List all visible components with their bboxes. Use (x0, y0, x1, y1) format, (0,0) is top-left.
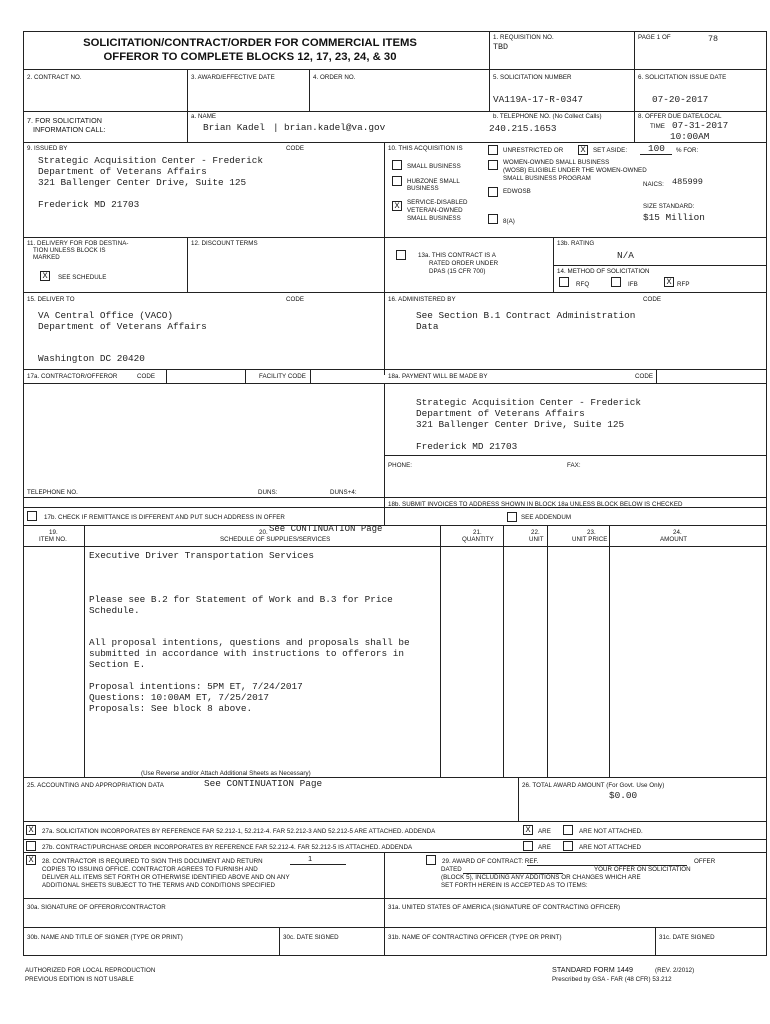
unrestricted-checkbox[interactable] (488, 145, 498, 155)
award-line-4: SET FORTH HEREIN IS ACCEPTED AS TO ITEMS: (441, 882, 588, 889)
see-addendum-label: SEE ADDENDUM (521, 514, 572, 521)
contact-name: Brian Kadel (203, 122, 265, 133)
solicitation-number-label: 5. SOLICITATION NUMBER (493, 74, 572, 81)
award-your-offer: YOUR OFFER ON SOLICITATION (594, 866, 691, 873)
small-business-checkbox[interactable] (392, 160, 402, 170)
telephone-value: 240.215.1653 (489, 123, 557, 134)
addenda-are-27a-checkbox[interactable]: X (523, 825, 533, 835)
set-aside-percent: 100 (648, 143, 665, 154)
schedule-line-12: Proposal intentions: 5PM ET, 7/24/2017 (89, 681, 303, 692)
delivery-label-2: TION UNLESS BLOCK IS (33, 247, 106, 254)
requisition-value: TBD (493, 42, 509, 52)
offer-due-date: 07-31-2017 (672, 120, 729, 131)
facility-code-field[interactable] (310, 369, 384, 383)
eight-a-label: 8(A) (503, 218, 515, 225)
schedule-line-6: Schedule. (89, 605, 140, 616)
deliver-to-line-5: Washington DC 20420 (38, 353, 145, 364)
rfp-checkbox[interactable]: X (664, 277, 674, 287)
item-no-label: ITEM NO. (39, 536, 67, 543)
accounting-label: 25. ACCOUNTING AND APPROPRIATION DATA (27, 782, 164, 789)
fax-label: FAX: (567, 462, 581, 469)
offer-due-time: 10:00AM (670, 131, 710, 142)
wosb-label-1: WOMEN-OWNED SMALL BUSINESS (503, 159, 610, 166)
addenda-are-27b-checkbox[interactable] (523, 841, 533, 851)
ifb-checkbox[interactable] (611, 277, 621, 287)
contractor-sign-checkbox[interactable]: X (26, 855, 36, 865)
schedule-number: 20. (259, 529, 268, 536)
schedule-line-1: Executive Driver Transportation Services (89, 550, 315, 561)
administered-line-2: Data (416, 321, 439, 332)
payment-line-2: Department of Veterans Affairs (416, 408, 585, 419)
schedule-line-8: All proposal intentions, questions and proposals shall be (89, 637, 410, 648)
sdvosb-checkbox[interactable]: X (392, 201, 402, 211)
rated-order-checkbox[interactable] (396, 250, 406, 260)
delivery-label-3: MARKED (33, 254, 60, 261)
schedule-label: SCHEDULE OF SUPPLIES/SERVICES (220, 536, 331, 543)
set-aside-checkbox[interactable]: X (578, 145, 588, 155)
contractor-sign-line-1: 28. CONTRACTOR IS REQUIRED TO SIGN THIS DOCUMENT AND RETURN (42, 858, 263, 865)
solicitation-date-value: 07-20-2017 (652, 94, 709, 105)
addenda-not-27a-checkbox[interactable] (563, 825, 573, 835)
name-separator: | (273, 122, 279, 133)
solicitation-number-value: VA119A-17-R-0347 (493, 94, 584, 105)
award-offer-label: OFFER (694, 858, 716, 865)
wosb-label-3: SMALL BUSINESS PROGRAM (503, 175, 591, 182)
rfq-checkbox[interactable] (559, 277, 569, 287)
info-call-label-2: INFORMATION CALL: (33, 125, 106, 134)
accounting-value: See CONTINUATION Page (204, 778, 323, 789)
see-addendum-checkbox[interactable] (507, 512, 517, 522)
remittance-label: 17b. CHECK IF REMITTANCE IS DIFFERENT AND PUT SUCH ADDRESS IN OFFER (44, 514, 285, 521)
schedule-line-10: Section E. (89, 659, 146, 670)
administered-by-label: 16. ADMINISTERED BY (388, 296, 456, 303)
schedule-line-14: Proposals: See block 8 above. (89, 703, 253, 714)
rated-order-label-1: 13a. THIS CONTRACT IS A (418, 252, 496, 259)
telephone-label: b. TELEPHONE NO. (No Collect Calls) (493, 113, 602, 120)
sdvosb-label-2: VETERAN-OWNED (407, 207, 463, 214)
discount-terms-label: 12. DISCOUNT TERMS (191, 240, 258, 247)
unit-price-number: 23. (587, 529, 596, 536)
offer-time-label: TIME (650, 123, 665, 130)
percent-for-label: % FOR: (676, 147, 699, 154)
name-label: a. NAME (191, 113, 217, 120)
remittance-checkbox[interactable] (27, 511, 37, 521)
offer-due-label: 8. OFFER DUE DATE/LOCAL (638, 113, 722, 120)
unit-label: UNIT (529, 536, 544, 543)
order-no-label: 4. ORDER NO. (313, 74, 356, 81)
footer-revision: (REV. 2/2012) (655, 967, 695, 974)
copies-underline (290, 864, 346, 865)
duns4-label: DUNS+4: (330, 489, 357, 496)
solicitation-date-label: 6. SOLICITATION ISSUE DATE (638, 74, 727, 81)
see-schedule-checkbox[interactable]: X (40, 271, 50, 281)
issued-by-line-1: Strategic Acquisition Center - Frederick (38, 155, 264, 166)
footer-authorized: AUTHORIZED FOR LOCAL REPRODUCTION (25, 967, 156, 974)
signature-offeror-label: 30a. SIGNATURE OF OFFEROR/CONTRACTOR (27, 904, 166, 911)
date-signed-30c-label: 30c. DATE SIGNED (283, 934, 339, 941)
addenda-are-27a-label: ARE (538, 828, 551, 835)
contractor-sign-line-3: DELIVER ALL ITEMS SET FORTH OR OTHERWISE IDENTIFIED ABOVE AND ON ANY (42, 874, 290, 881)
ifb-label: IFB (628, 281, 638, 288)
quantity-label: QUANTITY (462, 536, 494, 543)
award-line-1: 29. AWARD OF CONTRACT: REF. (442, 858, 539, 865)
rated-order-label-3: DPAS (15 CFR 700) (429, 268, 486, 275)
naics-value: 485999 (672, 177, 703, 187)
contact-email: brian.kadel@va.gov (284, 122, 386, 133)
see-schedule-label: SEE SCHEDULE (58, 274, 107, 281)
rated-order-label-2: RATED ORDER UNDER (429, 260, 499, 267)
addenda-not-27a-label: ARE NOT ATTACHED. (579, 828, 643, 835)
schedule-line-9: submitted in accordance with instructions to offerors in (89, 648, 405, 659)
addenda-not-27b-checkbox[interactable] (563, 841, 573, 851)
contractor-code-label: CODE (137, 373, 156, 380)
issued-by-line-5: Frederick MD 21703 (38, 199, 140, 210)
deliver-to-line-2: Department of Veterans Affairs (38, 321, 207, 332)
schedule-continuation: See CONTINUATION Page (269, 524, 383, 534)
payment-line-5: Frederick MD 21703 (416, 441, 518, 452)
payment-line-1: Strategic Acquisition Center - Frederick (416, 397, 642, 408)
facility-code-label: FACILITY CODE (259, 373, 306, 380)
wosb-checkbox[interactable] (488, 160, 498, 170)
item-no-number: 19. (49, 529, 58, 536)
contractor-label: 17a. CONTRACTOR/OFFEROR (27, 373, 118, 380)
total-award-value: $0.00 (609, 790, 638, 801)
footer-form-name: STANDARD FORM 1449 (552, 965, 634, 974)
incorporates-27a-checkbox[interactable]: X (26, 825, 36, 835)
deliver-to-label: 15. DELIVER TO (27, 296, 75, 303)
addenda-not-27b-label: ARE NOT ATTACHED (579, 844, 641, 851)
incorporates-27a-label: 27a. SOLICITATION INCORPORATES BY REFERENCE FAR 52.212-1, 52.212-4. FAR 52.212-3 AND 52.212-5 ARE ATTACHED. ADDENDA (42, 828, 436, 835)
issued-code-label: CODE (286, 145, 305, 152)
info-call-label-1: 7. FOR SOLICITATION (27, 116, 102, 125)
requisition-label: 1. REQUISITION NO. (493, 34, 554, 41)
rfp-label: RFP (677, 281, 690, 288)
payment-label: 18a. PAYMENT WILL BE MADE BY (388, 373, 488, 380)
footer-previous: PREVIOUS EDITION IS NOT USABLE (25, 976, 134, 983)
edwosb-label: EDWOSB (503, 188, 531, 195)
rating-value: N/A (617, 250, 634, 261)
amount-label: AMOUNT (660, 536, 688, 543)
deliver-code-label: CODE (286, 296, 305, 303)
schedule-line-5: Please see B.2 for Statement of Work and B.3 for Price (89, 594, 393, 605)
submit-invoices-label: 18b. SUBMIT INVOICES TO ADDRESS SHOWN IN BLOCK 18a UNLESS BLOCK BELOW IS CHECKED (388, 501, 683, 508)
date-signed-31c-label: 31c. DATE SIGNED (659, 934, 715, 941)
unit-number: 22. (531, 529, 540, 536)
wosb-label-2: (WOSB) ELIGIBLE UNDER THE WOMEN-OWNED (503, 167, 647, 174)
sdvosb-label-3: SMALL BUSINESS (407, 215, 461, 222)
total-award-label: 26. TOTAL AWARD AMOUNT (For Govt. Use Only) (522, 782, 665, 789)
sdvosb-label-1: SERVICE-DISABLED (407, 199, 468, 206)
delivery-label-1: 11. DELIVERY FOR FOB DESTINA- (27, 240, 129, 247)
set-aside-label: SET ASIDE: (593, 147, 628, 154)
size-standard-value: $15 Million (643, 212, 705, 223)
signer-name-label: 30b. NAME AND TITLE OF SIGNER (TYPE OR PRINT) (27, 934, 183, 941)
naics-label: NAICS: (643, 181, 664, 188)
eight-a-checkbox[interactable] (488, 214, 498, 224)
telephone-no-label: TELEPHONE NO. (27, 489, 78, 496)
issued-by-line-2: Department of Veterans Affairs (38, 166, 207, 177)
award-checkbox[interactable] (426, 855, 436, 865)
contractor-sign-line-4: ADDITIONAL SHEETS SUBJECT TO THE TERMS AND CONDITIONS SPECIFIED (42, 882, 276, 889)
footer-prescribed: Prescribed by GSA - FAR (48 CFR) 53.212 (552, 976, 672, 983)
form-title-line-2: OFFEROR TO COMPLETE BLOCKS 12, 17, 23, 24, & 30 (103, 51, 397, 63)
rfq-label: RFQ (576, 281, 590, 288)
unit-price-label: UNIT PRICE (572, 536, 608, 543)
incorporates-27b-checkbox[interactable] (26, 841, 36, 851)
hubzone-label-2: BUSINESS (407, 185, 439, 192)
reverse-note: (Use Reverse and/or Attach Additional Sheets as Necessary) (141, 770, 311, 777)
phone-label: PHONE: (388, 462, 413, 469)
award-dated-label: DATED (441, 866, 462, 873)
edwosb-checkbox[interactable] (488, 187, 498, 197)
rating-label: 13b. RATING (557, 240, 595, 247)
payment-line-3: 321 Ballenger Center Drive, Suite 125 (416, 419, 625, 430)
quantity-number: 21. (473, 529, 482, 536)
contractor-sign-line-2: COPIES TO ISSUING OFFICE. CONTRACTOR AGREES TO FURNISH AND (42, 866, 258, 873)
officer-name-label: 31b. NAME OF CONTRACTING OFFICER (TYPE OR PRINT) (388, 934, 562, 941)
payment-code-divider (656, 369, 657, 383)
page-total: 78 (708, 34, 719, 44)
addenda-are-27b-label: ARE (538, 844, 551, 851)
hubzone-label-1: HUBZONE SMALL (407, 178, 460, 185)
size-standard-label: SIZE STANDARD: (643, 203, 695, 210)
unrestricted-label: UNRESTRICTED OR (503, 147, 564, 154)
set-aside-underline (640, 154, 672, 155)
administered-line-1: See Section B.1 Contract Administration (416, 310, 636, 321)
issued-by-line-3: 321 Ballenger Center Drive, Suite 125 (38, 177, 247, 188)
signature-usa-label: 31a. UNITED STATES OF AMERICA (SIGNATURE OF CONTRACTING OFFICER) (388, 904, 621, 911)
issued-by-label: 9. ISSUED BY (27, 145, 68, 152)
award-date-label: 3. AWARD/EFFECTIVE DATE (191, 74, 275, 81)
schedule-line-13: Questions: 10:00AM ET, 7/25/2017 (89, 692, 270, 703)
incorporates-27b-label: 27b. CONTRACT/PURCHASE ORDER INCORPORATES BY REFERENCE FAR 52.212-4. FAR 52.212-5 IS ATTACHED. ADDENDA (42, 844, 413, 851)
method-label: 14. METHOD OF SOLICITATION (557, 268, 650, 275)
copies-count: 1 (308, 854, 313, 863)
hubzone-checkbox[interactable] (392, 176, 402, 186)
duns-label: DUNS: (258, 489, 278, 496)
small-business-label: SMALL BUSINESS (407, 163, 461, 170)
payment-code-label: CODE (635, 373, 654, 380)
page-label: PAGE 1 OF (638, 34, 671, 41)
admin-code-label: CODE (643, 296, 662, 303)
acquisition-label: 10. THIS ACQUISITION IS (388, 145, 463, 152)
contract-no-label: 2. CONTRACT NO. (27, 74, 82, 81)
contractor-code-field[interactable] (166, 369, 246, 383)
amount-number: 24. (673, 529, 682, 536)
award-line-3: (BLOCK 5), INCLUDING ANY ADDITIONS OR CHANGES WHICH ARE (441, 874, 641, 881)
deliver-to-line-1: VA Central Office (VACO) (38, 310, 174, 321)
form-title-line-1: SOLICITATION/CONTRACT/ORDER FOR COMMERCIAL ITEMS (83, 37, 417, 49)
